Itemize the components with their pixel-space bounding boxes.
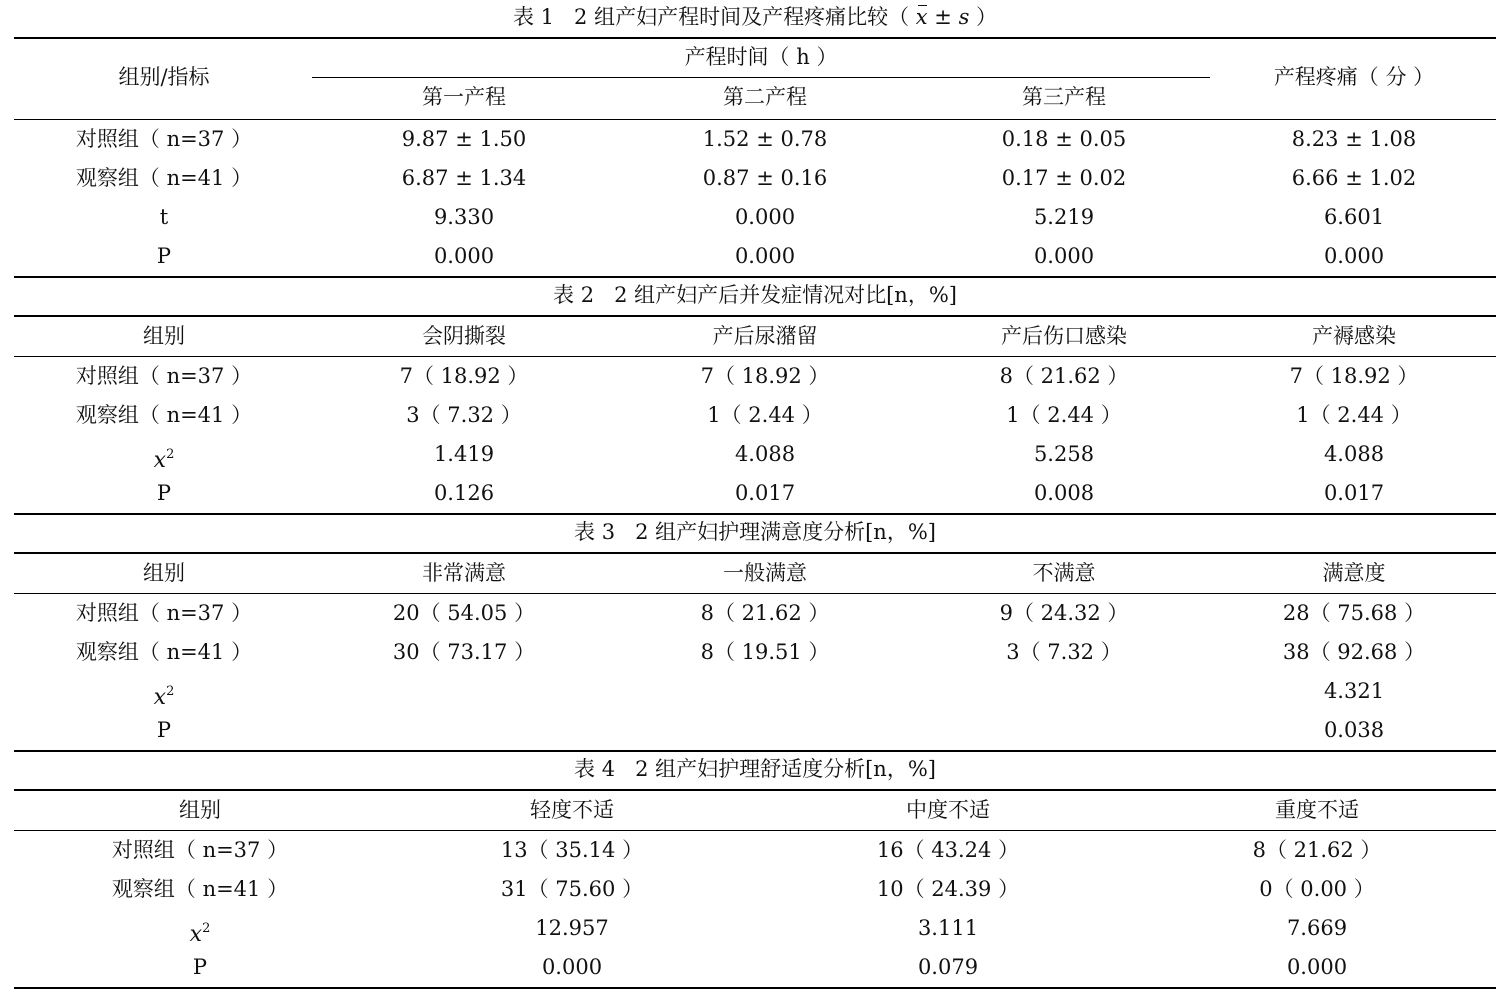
chi-square-exponent: 2 — [202, 921, 211, 936]
table-row — [14, 435, 1496, 474]
header-cell: 组别 — [179, 798, 221, 822]
document-page — [14, 0, 1496, 989]
cell-value: 0.000 — [433, 244, 495, 268]
cell-value: 1（ 2.44 ） — [1006, 403, 1122, 427]
header-cell: 产后伤口感染 — [1001, 324, 1127, 348]
header-cell: 中度不适 — [906, 798, 990, 822]
mean-symbol: x — [916, 0, 928, 35]
header-cell: 组别 — [143, 561, 185, 585]
header-cell: 一般满意 — [723, 561, 807, 585]
row-label: 观察组（ n=41 ） — [75, 166, 253, 190]
chi-square-exponent: 2 — [166, 684, 175, 699]
cell-value — [614, 672, 916, 711]
row-label — [14, 909, 386, 948]
cell-value: 6.66 ± 1.02 — [1291, 166, 1417, 190]
cell-value: 4.088 — [1323, 442, 1385, 466]
cell-value: 10（ 24.39 ） — [876, 877, 1020, 901]
cell-value: 0.000 — [734, 244, 796, 268]
cell-value: 0.18 ± 0.05 — [1001, 127, 1127, 151]
chi-square-symbol — [154, 448, 175, 473]
cell-value: 8（ 19.51 ） — [700, 640, 830, 664]
cell-value: 9.330 — [433, 205, 495, 229]
cell-value: 7（ 18.92 ） — [1289, 364, 1419, 388]
cell-value: 0.079 — [917, 955, 979, 979]
table1-header — [14, 39, 1496, 119]
sd-symbol: s — [958, 5, 970, 29]
chi-square-exponent: 2 — [166, 447, 175, 462]
cell-value: 1（ 2.44 ） — [707, 403, 823, 427]
cell-value: 9（ 24.32 ） — [999, 601, 1129, 625]
table3-caption: 表 3 2 组产妇护理满意度分析[n，%] — [574, 520, 936, 544]
cell-value — [614, 711, 916, 750]
header-cell: 产褥感染 — [1312, 324, 1396, 348]
row-label: 观察组（ n=41 ） — [75, 640, 253, 664]
table-row — [14, 396, 1496, 435]
cell-value: 6.601 — [1323, 205, 1385, 229]
header-cell: 组别 — [143, 324, 185, 348]
row-label: 对照组（ n=37 ） — [75, 364, 253, 388]
header-cell: 会阴撕裂 — [422, 324, 506, 348]
table-row — [14, 711, 1496, 750]
table1-caption-text: 表 1 2 组产妇产程时间及产程疼痛比较（ — [512, 5, 910, 29]
cell-value: 3.111 — [917, 916, 979, 940]
table-row — [14, 198, 1496, 237]
table1-caption-end: ） — [969, 5, 998, 29]
cell-value: 3（ 7.32 ） — [1006, 640, 1122, 664]
row-label: 对照组（ n=37 ） — [111, 838, 289, 862]
header-cell: 产后尿潴留 — [712, 324, 818, 348]
row-label: P — [156, 718, 172, 742]
cell-value: 0.17 ± 0.02 — [1001, 166, 1127, 190]
cell-value: 8（ 21.62 ） — [700, 601, 830, 625]
cell-value: 16（ 43.24 ） — [876, 838, 1020, 862]
cell-value: 7（ 18.92 ） — [700, 364, 830, 388]
cell-value: 8.23 ± 1.08 — [1291, 127, 1417, 151]
cell-value: 0.000 — [541, 955, 603, 979]
table-row — [14, 909, 1496, 948]
table1-caption — [14, 0, 1496, 37]
cell-value: 28（ 75.68 ） — [1282, 601, 1426, 625]
cell-value: 0.87 ± 0.16 — [702, 166, 828, 190]
row-label: 对照组（ n=37 ） — [75, 127, 253, 151]
table-row — [14, 237, 1496, 276]
cell-value: 1.419 — [433, 442, 495, 466]
table2-caption: 表 2 2 组产妇产后并发症情况对比[n，%] — [553, 283, 957, 307]
row-label: P — [156, 481, 172, 505]
row-label: t — [159, 205, 169, 229]
cell-value: 0.000 — [1323, 244, 1385, 268]
row-label — [14, 435, 314, 474]
table-row — [14, 120, 1496, 159]
table1-header-pain: 产程疼痛（ 分 ） — [1273, 65, 1435, 89]
header-cell: 非常满意 — [422, 561, 506, 585]
table1-header-group: 组别/指标 — [118, 65, 210, 89]
cell-value: 1.52 ± 0.78 — [702, 127, 828, 151]
cell-value: 8（ 21.62 ） — [999, 364, 1129, 388]
cell-value: 13（ 35.14 ） — [500, 838, 644, 862]
table1-header-stage2: 第二产程 — [723, 85, 807, 109]
row-label: P — [192, 955, 208, 979]
chi-square-base: x — [189, 922, 203, 947]
cell-value — [916, 711, 1212, 750]
table-row — [14, 948, 1496, 987]
table-row — [14, 672, 1496, 711]
table-row — [14, 870, 1496, 909]
cell-value — [314, 711, 614, 750]
cell-value: 0.017 — [734, 481, 796, 505]
table4-header — [14, 791, 1496, 830]
row-label: P — [156, 244, 172, 268]
cell-value: 7.669 — [1286, 916, 1348, 940]
table1-header-time: 产程时间（ h ） — [684, 45, 838, 69]
cell-value — [916, 672, 1212, 711]
header-cell: 不满意 — [1032, 561, 1096, 585]
cell-value: 0.017 — [1323, 481, 1385, 505]
plus-minus-symbol: ± — [927, 5, 959, 29]
table4-bottom-rule — [14, 987, 1496, 989]
table-row — [14, 633, 1496, 672]
cell-value: 0.000 — [1286, 955, 1348, 979]
cell-value: 12.957 — [535, 916, 609, 940]
cell-value: 0.126 — [433, 481, 495, 505]
cell-value: 4.321 — [1323, 679, 1385, 703]
table1-header-stage3: 第三产程 — [1022, 85, 1106, 109]
table-row — [14, 474, 1496, 513]
cell-value: 20（ 54.05 ） — [392, 601, 536, 625]
cell-value: 0.038 — [1323, 718, 1385, 742]
table1-header-stage1: 第一产程 — [422, 85, 506, 109]
table-row — [14, 159, 1496, 198]
chi-square-base: x — [153, 448, 167, 473]
cell-value: 0.008 — [1033, 481, 1095, 505]
cell-value: 7（ 18.92 ） — [399, 364, 529, 388]
cell-value: 6.87 ± 1.34 — [401, 166, 527, 190]
cell-value: 30（ 73.17 ） — [392, 640, 536, 664]
cell-value: 5.258 — [1033, 442, 1095, 466]
chi-square-symbol — [190, 922, 211, 947]
table-row — [14, 831, 1496, 870]
table-row — [14, 594, 1496, 633]
cell-value — [314, 672, 614, 711]
cell-value: 9.87 ± 1.50 — [401, 127, 527, 151]
row-label: 观察组（ n=41 ） — [75, 403, 253, 427]
cell-value: 0.000 — [734, 205, 796, 229]
table3-header — [14, 554, 1496, 593]
chi-square-symbol — [154, 685, 175, 710]
chi-square-base: x — [153, 685, 167, 710]
cell-value: 4.088 — [734, 442, 796, 466]
row-label: 对照组（ n=37 ） — [75, 601, 253, 625]
cell-value: 8（ 21.62 ） — [1252, 838, 1382, 862]
row-label — [14, 672, 314, 711]
cell-value: 3（ 7.32 ） — [406, 403, 522, 427]
cell-value: 0（ 0.00 ） — [1259, 877, 1375, 901]
header-cell: 满意度 — [1322, 561, 1386, 585]
row-label: 观察组（ n=41 ） — [111, 877, 289, 901]
cell-value: 31（ 75.60 ） — [500, 877, 644, 901]
table-row — [14, 357, 1496, 396]
cell-value: 38（ 92.68 ） — [1282, 640, 1426, 664]
table4-caption: 表 4 2 组产妇护理舒适度分析[n，%] — [574, 757, 936, 781]
cell-value: 1（ 2.44 ） — [1296, 403, 1412, 427]
table2-header — [14, 317, 1496, 356]
cell-value: 0.000 — [1033, 244, 1095, 268]
cell-value: 5.219 — [1033, 205, 1095, 229]
header-cell: 重度不适 — [1275, 798, 1359, 822]
header-cell: 轻度不适 — [530, 798, 614, 822]
